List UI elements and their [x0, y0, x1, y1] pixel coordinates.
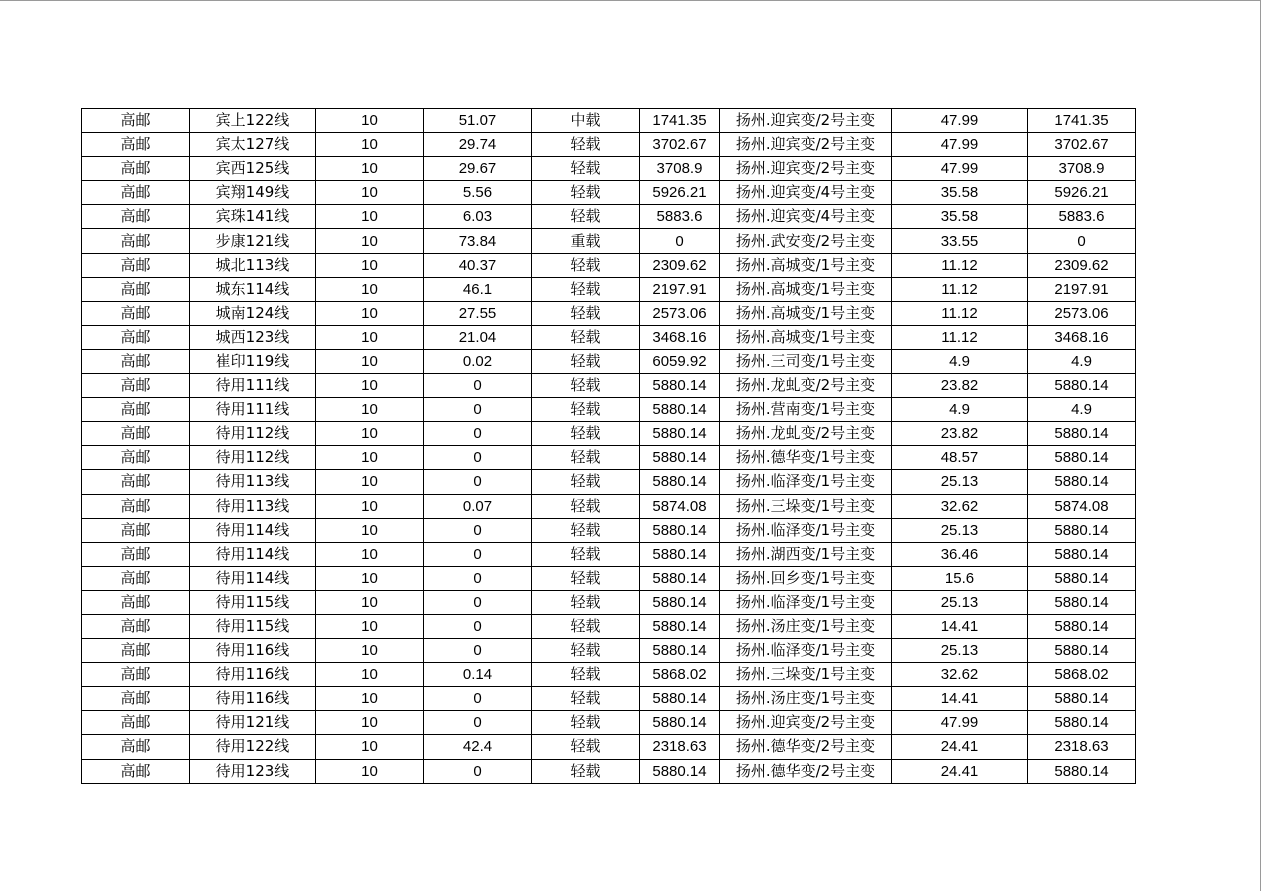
cell-transformer: 扬州.临泽变/1号主变 — [720, 639, 892, 663]
table-row — [82, 759, 1136, 783]
cell-transformer-load-rate: 4.9 — [892, 398, 1028, 422]
cell-capacity-value: 5880.14 — [1028, 446, 1136, 470]
cell-line-name: 待用112线 — [190, 446, 316, 470]
cell-load-status: 轻载 — [532, 253, 640, 277]
cell-load-rate: 51.07 — [424, 109, 532, 133]
cell-district: 高邮 — [82, 735, 190, 759]
cell-transformer: 扬州.德华变/1号主变 — [720, 446, 892, 470]
table-row — [82, 229, 1136, 253]
cell-voltage: 10 — [316, 277, 424, 301]
cell-district: 高邮 — [82, 325, 190, 349]
cell-capacity-value: 5880.14 — [1028, 374, 1136, 398]
cell-district: 高邮 — [82, 374, 190, 398]
cell-load-status: 轻载 — [532, 325, 640, 349]
cell-load-rate: 42.4 — [424, 735, 532, 759]
cell-voltage: 10 — [316, 229, 424, 253]
cell-capacity-value: 5880.14 — [1028, 687, 1136, 711]
cell-transformer: 扬州.三垛变/1号主变 — [720, 494, 892, 518]
cell-district: 高邮 — [82, 109, 190, 133]
cell-transformer-load-rate: 24.41 — [892, 735, 1028, 759]
cell-district: 高邮 — [82, 253, 190, 277]
cell-available-capacity: 5880.14 — [640, 470, 720, 494]
cell-transformer-load-rate: 36.46 — [892, 542, 1028, 566]
cell-capacity-value: 3702.67 — [1028, 133, 1136, 157]
cell-line-name: 待用115线 — [190, 590, 316, 614]
cell-transformer: 扬州.临泽变/1号主变 — [720, 470, 892, 494]
cell-transformer-load-rate: 47.99 — [892, 157, 1028, 181]
cell-load-status: 轻载 — [532, 301, 640, 325]
cell-load-rate: 0 — [424, 542, 532, 566]
cell-voltage: 10 — [316, 470, 424, 494]
cell-capacity-value: 5880.14 — [1028, 470, 1136, 494]
cell-load-status: 轻载 — [532, 542, 640, 566]
cell-transformer-load-rate: 47.99 — [892, 109, 1028, 133]
cell-district: 高邮 — [82, 687, 190, 711]
cell-transformer-load-rate: 35.58 — [892, 181, 1028, 205]
table-row — [82, 446, 1136, 470]
cell-voltage: 10 — [316, 494, 424, 518]
cell-capacity-value: 4.9 — [1028, 398, 1136, 422]
cell-load-status: 轻载 — [532, 566, 640, 590]
cell-line-name: 崔印119线 — [190, 349, 316, 373]
cell-transformer: 扬州.龙虬变/2号主变 — [720, 422, 892, 446]
cell-district: 高邮 — [82, 446, 190, 470]
table-row — [82, 614, 1136, 638]
cell-available-capacity: 5880.14 — [640, 374, 720, 398]
cell-capacity-value: 5868.02 — [1028, 663, 1136, 687]
cell-load-rate: 0 — [424, 518, 532, 542]
table-row — [82, 422, 1136, 446]
cell-available-capacity: 5880.14 — [640, 422, 720, 446]
cell-transformer-load-rate: 33.55 — [892, 229, 1028, 253]
cell-available-capacity: 5880.14 — [640, 446, 720, 470]
cell-load-status: 轻载 — [532, 590, 640, 614]
cell-capacity-value: 5926.21 — [1028, 181, 1136, 205]
cell-district: 高邮 — [82, 349, 190, 373]
cell-voltage: 10 — [316, 687, 424, 711]
cell-district: 高邮 — [82, 663, 190, 687]
cell-load-rate: 29.74 — [424, 133, 532, 157]
cell-voltage: 10 — [316, 639, 424, 663]
cell-district: 高邮 — [82, 711, 190, 735]
cell-load-rate: 0 — [424, 398, 532, 422]
cell-transformer-load-rate: 11.12 — [892, 253, 1028, 277]
cell-line-name: 待用114线 — [190, 518, 316, 542]
cell-transformer-load-rate: 24.41 — [892, 759, 1028, 783]
cell-available-capacity: 1741.35 — [640, 109, 720, 133]
cell-transformer: 扬州.汤庄变/1号主变 — [720, 687, 892, 711]
cell-load-rate: 0 — [424, 687, 532, 711]
table-row — [82, 277, 1136, 301]
cell-load-rate: 0.14 — [424, 663, 532, 687]
cell-load-status: 轻载 — [532, 687, 640, 711]
cell-transformer: 扬州.迎宾变/2号主变 — [720, 711, 892, 735]
cell-available-capacity: 5880.14 — [640, 639, 720, 663]
cell-voltage: 10 — [316, 542, 424, 566]
cell-transformer: 扬州.临泽变/1号主变 — [720, 590, 892, 614]
cell-available-capacity: 3468.16 — [640, 325, 720, 349]
cell-line-name: 步康121线 — [190, 229, 316, 253]
cell-transformer-load-rate: 11.12 — [892, 325, 1028, 349]
table-row — [82, 711, 1136, 735]
cell-line-name: 待用116线 — [190, 663, 316, 687]
cell-available-capacity: 5880.14 — [640, 398, 720, 422]
cell-available-capacity: 0 — [640, 229, 720, 253]
cell-available-capacity: 2309.62 — [640, 253, 720, 277]
cell-load-rate: 21.04 — [424, 325, 532, 349]
table-row — [82, 639, 1136, 663]
cell-district: 高邮 — [82, 566, 190, 590]
cell-line-name: 待用122线 — [190, 735, 316, 759]
cell-load-rate: 73.84 — [424, 229, 532, 253]
table-row — [82, 205, 1136, 229]
cell-available-capacity: 5880.14 — [640, 759, 720, 783]
cell-capacity-value: 5883.6 — [1028, 205, 1136, 229]
cell-capacity-value: 3468.16 — [1028, 325, 1136, 349]
cell-transformer: 扬州.龙虬变/2号主变 — [720, 374, 892, 398]
cell-district: 高邮 — [82, 518, 190, 542]
cell-available-capacity: 5868.02 — [640, 663, 720, 687]
cell-load-rate: 0 — [424, 711, 532, 735]
table-row — [82, 663, 1136, 687]
table-row — [82, 566, 1136, 590]
table-row — [82, 157, 1136, 181]
cell-transformer: 扬州.三垛变/1号主变 — [720, 663, 892, 687]
cell-load-rate: 0 — [424, 470, 532, 494]
cell-load-status: 轻载 — [532, 181, 640, 205]
cell-available-capacity: 5874.08 — [640, 494, 720, 518]
cell-load-status: 轻载 — [532, 446, 640, 470]
cell-transformer: 扬州.湖西变/1号主变 — [720, 542, 892, 566]
cell-capacity-value: 4.9 — [1028, 349, 1136, 373]
cell-load-status: 轻载 — [532, 639, 640, 663]
cell-available-capacity: 2318.63 — [640, 735, 720, 759]
cell-transformer: 扬州.迎宾变/2号主变 — [720, 133, 892, 157]
cell-available-capacity: 5880.14 — [640, 687, 720, 711]
cell-transformer: 扬州.迎宾变/4号主变 — [720, 205, 892, 229]
cell-load-rate: 0 — [424, 566, 532, 590]
cell-load-status: 轻载 — [532, 133, 640, 157]
cell-line-name: 宾珠141线 — [190, 205, 316, 229]
cell-transformer: 扬州.迎宾变/2号主变 — [720, 157, 892, 181]
cell-load-rate: 40.37 — [424, 253, 532, 277]
cell-voltage: 10 — [316, 566, 424, 590]
cell-line-name: 待用113线 — [190, 470, 316, 494]
cell-transformer-load-rate: 25.13 — [892, 639, 1028, 663]
cell-transformer-load-rate: 23.82 — [892, 422, 1028, 446]
cell-line-name: 宾翔149线 — [190, 181, 316, 205]
cell-voltage: 10 — [316, 398, 424, 422]
cell-voltage: 10 — [316, 663, 424, 687]
cell-district: 高邮 — [82, 590, 190, 614]
cell-available-capacity: 5880.14 — [640, 566, 720, 590]
cell-line-name: 待用123线 — [190, 759, 316, 783]
cell-capacity-value: 5880.14 — [1028, 711, 1136, 735]
cell-voltage: 10 — [316, 735, 424, 759]
cell-voltage: 10 — [316, 590, 424, 614]
table-row — [82, 181, 1136, 205]
cell-district: 高邮 — [82, 181, 190, 205]
cell-load-rate: 0 — [424, 639, 532, 663]
cell-district: 高邮 — [82, 157, 190, 181]
cell-load-status: 轻载 — [532, 205, 640, 229]
cell-transformer: 扬州.德华变/2号主变 — [720, 759, 892, 783]
cell-load-rate: 27.55 — [424, 301, 532, 325]
cell-district: 高邮 — [82, 422, 190, 446]
cell-capacity-value: 2318.63 — [1028, 735, 1136, 759]
table-row — [82, 590, 1136, 614]
cell-voltage: 10 — [316, 109, 424, 133]
table-row — [82, 518, 1136, 542]
cell-line-name: 待用116线 — [190, 687, 316, 711]
cell-transformer-load-rate: 47.99 — [892, 711, 1028, 735]
cell-line-name: 宾西125线 — [190, 157, 316, 181]
cell-transformer-load-rate: 32.62 — [892, 494, 1028, 518]
cell-voltage: 10 — [316, 157, 424, 181]
cell-transformer: 扬州.高城变/1号主变 — [720, 301, 892, 325]
cell-load-rate: 0 — [424, 374, 532, 398]
cell-load-status: 轻载 — [532, 711, 640, 735]
cell-transformer: 扬州.高城变/1号主变 — [720, 277, 892, 301]
cell-line-name: 城北113线 — [190, 253, 316, 277]
cell-load-rate: 0 — [424, 614, 532, 638]
cell-district: 高邮 — [82, 301, 190, 325]
cell-transformer: 扬州.高城变/1号主变 — [720, 325, 892, 349]
cell-voltage: 10 — [316, 446, 424, 470]
cell-voltage: 10 — [316, 374, 424, 398]
cell-transformer-load-rate: 14.41 — [892, 687, 1028, 711]
cell-available-capacity: 5880.14 — [640, 614, 720, 638]
cell-district: 高邮 — [82, 639, 190, 663]
cell-load-rate: 5.56 — [424, 181, 532, 205]
cell-district: 高邮 — [82, 759, 190, 783]
table-row — [82, 735, 1136, 759]
cell-line-name: 待用111线 — [190, 374, 316, 398]
cell-transformer-load-rate: 32.62 — [892, 663, 1028, 687]
cell-transformer: 扬州.武安变/2号主变 — [720, 229, 892, 253]
cell-load-rate: 6.03 — [424, 205, 532, 229]
cell-capacity-value: 5880.14 — [1028, 614, 1136, 638]
table-body — [82, 109, 1136, 784]
cell-voltage: 10 — [316, 325, 424, 349]
cell-load-status: 中载 — [532, 109, 640, 133]
cell-available-capacity: 3702.67 — [640, 133, 720, 157]
table-row — [82, 542, 1136, 566]
cell-line-name: 待用121线 — [190, 711, 316, 735]
cell-transformer-load-rate: 48.57 — [892, 446, 1028, 470]
cell-district: 高邮 — [82, 133, 190, 157]
table-row — [82, 687, 1136, 711]
cell-district: 高邮 — [82, 542, 190, 566]
cell-load-rate: 0 — [424, 446, 532, 470]
cell-load-rate: 0 — [424, 759, 532, 783]
cell-transformer: 扬州.迎宾变/2号主变 — [720, 109, 892, 133]
cell-load-status: 重载 — [532, 229, 640, 253]
cell-transformer-load-rate: 25.13 — [892, 518, 1028, 542]
cell-capacity-value: 5880.14 — [1028, 759, 1136, 783]
cell-district: 高邮 — [82, 205, 190, 229]
cell-capacity-value: 2573.06 — [1028, 301, 1136, 325]
cell-available-capacity: 5880.14 — [640, 711, 720, 735]
cell-load-rate: 0.02 — [424, 349, 532, 373]
cell-transformer: 扬州.汤庄变/1号主变 — [720, 614, 892, 638]
cell-load-rate: 29.67 — [424, 157, 532, 181]
cell-capacity-value: 5880.14 — [1028, 518, 1136, 542]
cell-load-rate: 0 — [424, 590, 532, 614]
cell-transformer-load-rate: 11.12 — [892, 301, 1028, 325]
cell-line-name: 宾上122线 — [190, 109, 316, 133]
cell-line-name: 宾太127线 — [190, 133, 316, 157]
cell-transformer-load-rate: 15.6 — [892, 566, 1028, 590]
cell-load-rate: 0 — [424, 422, 532, 446]
cell-voltage: 10 — [316, 205, 424, 229]
cell-load-status: 轻载 — [532, 494, 640, 518]
cell-line-name: 城南124线 — [190, 301, 316, 325]
cell-transformer-load-rate: 35.58 — [892, 205, 1028, 229]
cell-transformer-load-rate: 23.82 — [892, 374, 1028, 398]
cell-load-rate: 0.07 — [424, 494, 532, 518]
table-row — [82, 325, 1136, 349]
cell-voltage: 10 — [316, 301, 424, 325]
cell-available-capacity: 5880.14 — [640, 518, 720, 542]
cell-line-name: 待用115线 — [190, 614, 316, 638]
cell-voltage: 10 — [316, 253, 424, 277]
cell-line-name: 待用112线 — [190, 422, 316, 446]
cell-transformer-load-rate: 25.13 — [892, 470, 1028, 494]
table-row — [82, 349, 1136, 373]
cell-load-status: 轻载 — [532, 470, 640, 494]
cell-available-capacity: 5880.14 — [640, 542, 720, 566]
cell-capacity-value: 5880.14 — [1028, 422, 1136, 446]
table-row — [82, 494, 1136, 518]
cell-capacity-value: 2309.62 — [1028, 253, 1136, 277]
cell-load-status: 轻载 — [532, 157, 640, 181]
table-row — [82, 374, 1136, 398]
table-row — [82, 398, 1136, 422]
cell-transformer-load-rate: 4.9 — [892, 349, 1028, 373]
cell-voltage: 10 — [316, 133, 424, 157]
cell-transformer: 扬州.高城变/1号主变 — [720, 253, 892, 277]
table-row — [82, 470, 1136, 494]
cell-available-capacity: 3708.9 — [640, 157, 720, 181]
cell-voltage: 10 — [316, 614, 424, 638]
cell-capacity-value: 2197.91 — [1028, 277, 1136, 301]
cell-line-name: 待用113线 — [190, 494, 316, 518]
cell-load-rate: 46.1 — [424, 277, 532, 301]
cell-voltage: 10 — [316, 181, 424, 205]
cell-load-status: 轻载 — [532, 349, 640, 373]
cell-load-status: 轻载 — [532, 759, 640, 783]
table-row — [82, 301, 1136, 325]
cell-voltage: 10 — [316, 759, 424, 783]
cell-voltage: 10 — [316, 349, 424, 373]
cell-load-status: 轻载 — [532, 422, 640, 446]
cell-available-capacity: 2197.91 — [640, 277, 720, 301]
table-row — [82, 109, 1136, 133]
cell-transformer-load-rate: 47.99 — [892, 133, 1028, 157]
cell-capacity-value: 3708.9 — [1028, 157, 1136, 181]
cell-transformer-load-rate: 25.13 — [892, 590, 1028, 614]
cell-capacity-value: 5874.08 — [1028, 494, 1136, 518]
cell-transformer: 扬州.德华变/2号主变 — [720, 735, 892, 759]
cell-transformer: 扬州.三司变/1号主变 — [720, 349, 892, 373]
cell-transformer-load-rate: 14.41 — [892, 614, 1028, 638]
cell-line-name: 待用116线 — [190, 639, 316, 663]
table-row — [82, 253, 1136, 277]
cell-load-status: 轻载 — [532, 735, 640, 759]
cell-available-capacity: 5880.14 — [640, 590, 720, 614]
cell-voltage: 10 — [316, 518, 424, 542]
cell-load-status: 轻载 — [532, 614, 640, 638]
cell-load-status: 轻载 — [532, 663, 640, 687]
cell-load-status: 轻载 — [532, 277, 640, 301]
cell-capacity-value: 5880.14 — [1028, 639, 1136, 663]
cell-capacity-value: 5880.14 — [1028, 566, 1136, 590]
cell-transformer: 扬州.迎宾变/4号主变 — [720, 181, 892, 205]
cell-district: 高邮 — [82, 494, 190, 518]
cell-transformer-load-rate: 11.12 — [892, 277, 1028, 301]
cell-district: 高邮 — [82, 277, 190, 301]
cell-available-capacity: 5883.6 — [640, 205, 720, 229]
cell-load-status: 轻载 — [532, 398, 640, 422]
cell-district: 高邮 — [82, 398, 190, 422]
cell-transformer: 扬州.临泽变/1号主变 — [720, 518, 892, 542]
cell-line-name: 待用111线 — [190, 398, 316, 422]
cell-load-status: 轻载 — [532, 374, 640, 398]
cell-available-capacity: 5926.21 — [640, 181, 720, 205]
cell-available-capacity: 2573.06 — [640, 301, 720, 325]
cell-available-capacity: 6059.92 — [640, 349, 720, 373]
feeder-load-table — [81, 108, 1136, 784]
cell-line-name: 待用114线 — [190, 566, 316, 590]
cell-capacity-value: 1741.35 — [1028, 109, 1136, 133]
cell-transformer: 扬州.营南变/1号主变 — [720, 398, 892, 422]
cell-load-status: 轻载 — [532, 518, 640, 542]
cell-district: 高邮 — [82, 614, 190, 638]
cell-line-name: 待用114线 — [190, 542, 316, 566]
cell-voltage: 10 — [316, 711, 424, 735]
table-row — [82, 133, 1136, 157]
cell-voltage: 10 — [316, 422, 424, 446]
cell-capacity-value: 5880.14 — [1028, 590, 1136, 614]
cell-district: 高邮 — [82, 470, 190, 494]
cell-capacity-value: 0 — [1028, 229, 1136, 253]
cell-line-name: 城东114线 — [190, 277, 316, 301]
cell-line-name: 城西123线 — [190, 325, 316, 349]
cell-district: 高邮 — [82, 229, 190, 253]
cell-capacity-value: 5880.14 — [1028, 542, 1136, 566]
cell-transformer: 扬州.回乡变/1号主变 — [720, 566, 892, 590]
